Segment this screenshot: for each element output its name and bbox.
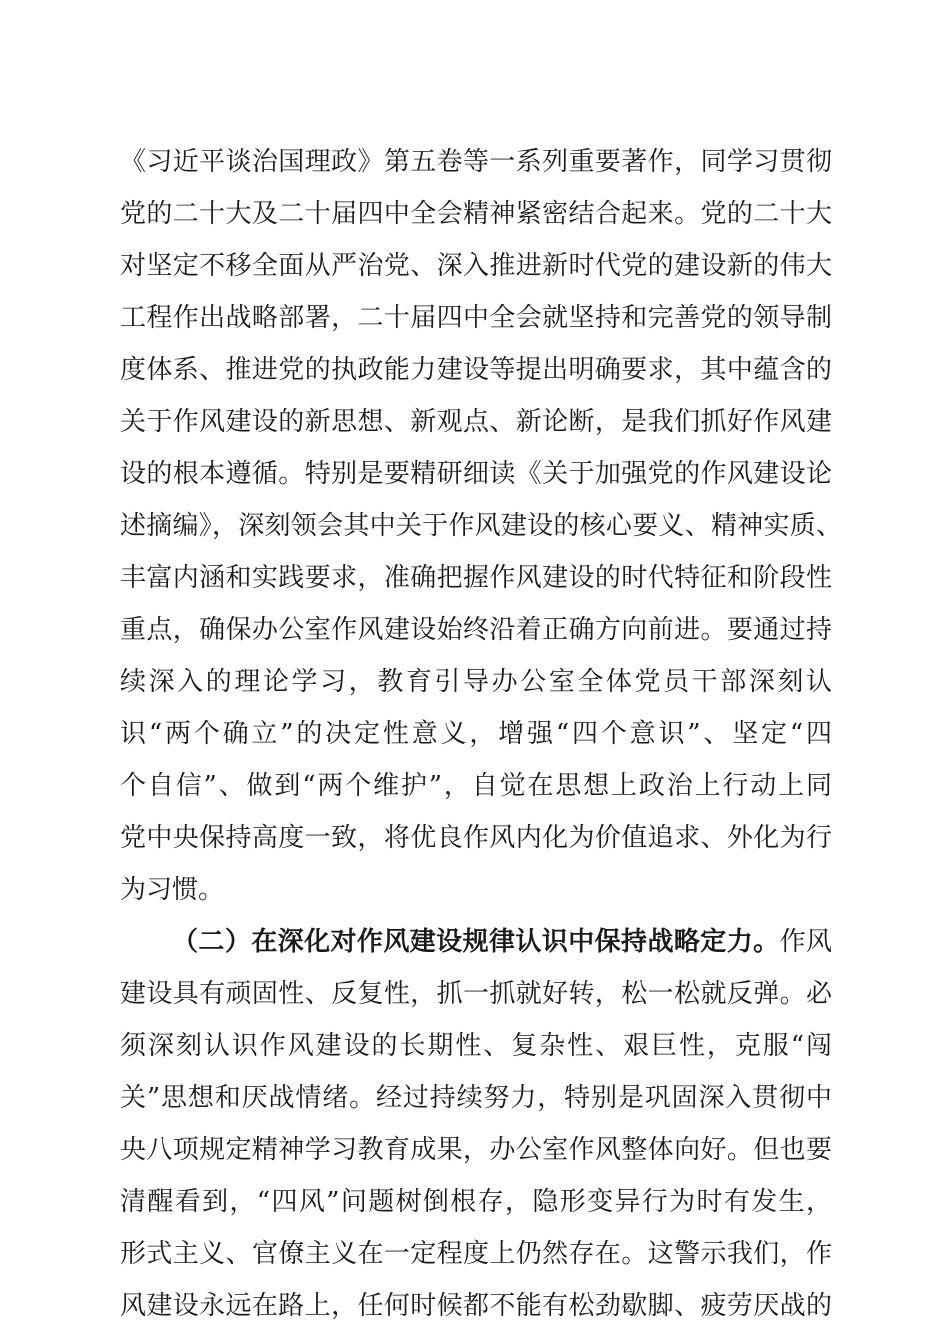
text-line: 丰富内涵和实践要求，准确把握作风建设的时代特征和阶段性 xyxy=(120,563,832,593)
text-line: 对坚定不移全面从严治党、深入推进新时代党的建设新的伟大 xyxy=(120,251,832,281)
text-line: 续深入的理论学习，教育引导办公室全体党员干部深刻认 xyxy=(120,667,832,697)
text-line: 央八项规定精神学习教育成果，办公室作风整体向好。但也要 xyxy=(120,1135,832,1165)
text-line: 《习近平谈治国理政》第五卷等一系列重要著作，同学习贯彻 xyxy=(120,147,832,177)
text-line-heading xyxy=(172,919,832,965)
text-line: 识“两个确立”的决定性意义，增强“四个意识”、坚定“四 xyxy=(120,719,832,749)
text-line: 须深刻认识作风建设的长期性、复杂性、艰巨性，克服“闯 xyxy=(120,1031,832,1061)
text-line: 设的根本遵循。特别是要精研细读《关于加强党的作风建设论 xyxy=(120,459,832,489)
text-line: 个自信”、做到“两个维护”，自觉在思想上政治上行动上同 xyxy=(120,771,832,801)
text-line: 工程作出战略部署，二十届四中全会就坚持和完善党的领导制 xyxy=(120,303,832,333)
text-line: 度体系、推进党的执政能力建设等提出明确要求，其中蕴含的 xyxy=(120,355,832,385)
text-line: 清醒看到，“四风”问题树倒根存，隐形变异行为时有发生， xyxy=(120,1187,832,1217)
text-line: 重点，确保办公室作风建设始终沿着正确方向前进。要通过持 xyxy=(120,615,832,645)
text-line: 党中央保持高度一致，将优良作风内化为价值追求、外化为行 xyxy=(120,823,832,853)
text-line: 关于作风建设的新思想、新观点、新论断，是我们抓好作风建 xyxy=(120,407,832,437)
text-line: 为习惯。 xyxy=(120,875,225,905)
text-line: 述摘编》，深刻领会其中关于作风建设的核心要义、精神实质、 xyxy=(120,511,842,541)
text-line: 建设具有顽固性、反复性，抓一抓就好转，松一松就反弹。必 xyxy=(120,979,832,1009)
text-line: 党的二十大及二十届四中全会精神紧密结合起来。党的二十大 xyxy=(120,199,832,229)
text-line: 风建设永远在路上，任何时候都不能有松劲歇脚、疲劳厌战的 xyxy=(120,1291,832,1321)
text-line: 形式主义、官僚主义在一定程度上仍然存在。这警示我们，作 xyxy=(120,1239,832,1269)
text-line: 关”思想和厌战情绪。经过持续努力，特别是巩固深入贯彻中 xyxy=(120,1083,832,1113)
heading-trailing-text: 作风 xyxy=(779,927,832,957)
section-heading: （二）在深化对作风建设规律认识中保持战略定力。 xyxy=(172,927,780,957)
